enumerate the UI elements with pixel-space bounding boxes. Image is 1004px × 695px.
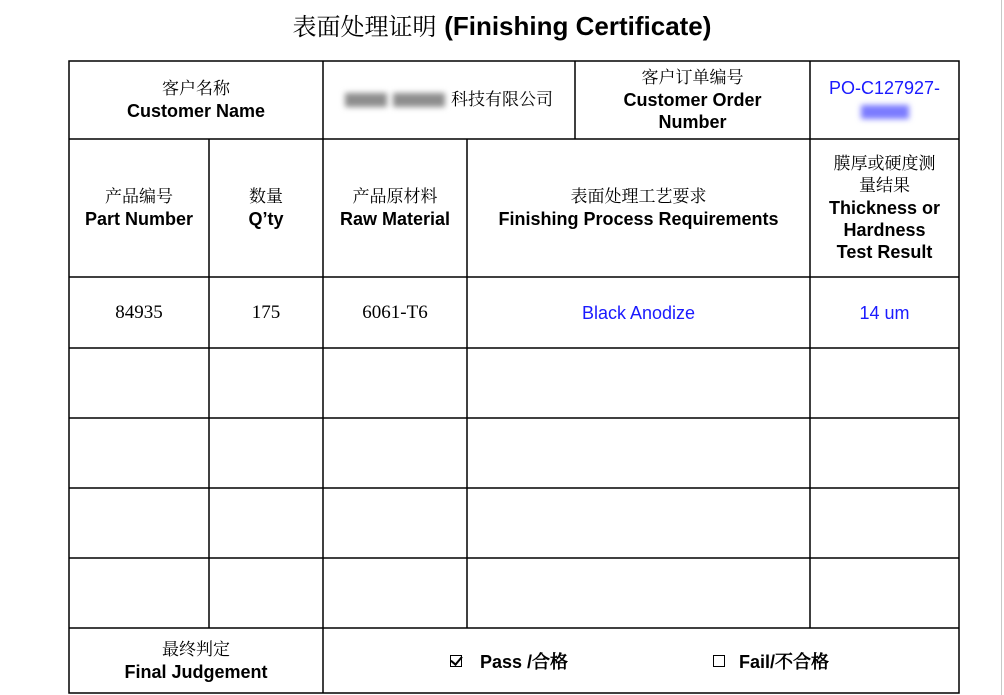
cell-finishing: Black Anodize (581, 302, 696, 323)
col-part-number-header (69, 139, 209, 277)
redacted-block (345, 93, 387, 107)
col-part-number-en: Part Number (84, 209, 194, 229)
cell-qty: 175 (251, 301, 281, 323)
col-qty-header (209, 139, 323, 277)
customer-order-label-en-1: Customer Order (623, 90, 762, 110)
col-part-number-zh: 产品编号 (105, 187, 173, 207)
col-qty-en: Q’ty (248, 209, 284, 229)
col-result-en-3: Test Result (836, 242, 933, 262)
col-raw-material-header (323, 139, 467, 277)
fail-label: Fail/不合格 (739, 652, 830, 672)
pass-label: Pass /合格 (480, 652, 569, 672)
final-judgement-label-cell (69, 628, 323, 693)
customer-name-label-zh: 客户名称 (162, 79, 230, 99)
fail-checkbox[interactable] (713, 655, 725, 667)
customer-order-label-zh: 客户订单编号 (641, 68, 744, 88)
customer-name-label-cell (69, 61, 323, 139)
col-result-zh-2: 量结果 (859, 176, 910, 196)
final-judgement-en: Final Judgement (124, 661, 268, 682)
cell-result: 14 um (859, 302, 910, 323)
title-en: (Finishing Certificate) (444, 11, 712, 41)
customer-order-value-cell (810, 61, 959, 139)
customer-order-label-cell (575, 61, 810, 139)
fail-option[interactable] (713, 650, 829, 672)
col-result-en-1: Thickness or (828, 198, 941, 218)
final-judgement-zh: 最终判定 (162, 639, 230, 660)
customer-name-value-cell (323, 61, 575, 139)
col-qty-zh: 数量 (249, 187, 283, 207)
redacted-block (861, 105, 909, 119)
order-number-prefix: PO-C127927- (828, 78, 941, 98)
col-finishing-zh: 表面处理工艺要求 (570, 187, 707, 207)
col-finishing-en: Finishing Process Requirements (498, 209, 779, 229)
customer-name-label-en: Customer Name (126, 101, 266, 121)
redacted-block (393, 93, 445, 107)
col-raw-material-zh: 产品原材料 (352, 187, 438, 207)
customer-order-label-en-2: Number (658, 112, 727, 132)
order-number-redacted (861, 101, 909, 123)
pass-checkbox[interactable] (450, 655, 462, 667)
pass-option[interactable] (450, 650, 568, 672)
title-zh: 表面处理证明 (292, 13, 437, 41)
cell-part-number: 84935 (115, 301, 163, 323)
col-raw-material-en: Raw Material (339, 209, 451, 229)
col-finishing-header (467, 139, 810, 277)
customer-name-suffix: 科技有限公司 (451, 90, 553, 110)
col-result-header (810, 139, 959, 277)
col-result-en-2: Hardness (843, 220, 926, 240)
col-result-zh-1: 膜厚或硬度测 (833, 154, 936, 174)
cell-raw-material: 6061-T6 (362, 301, 428, 323)
